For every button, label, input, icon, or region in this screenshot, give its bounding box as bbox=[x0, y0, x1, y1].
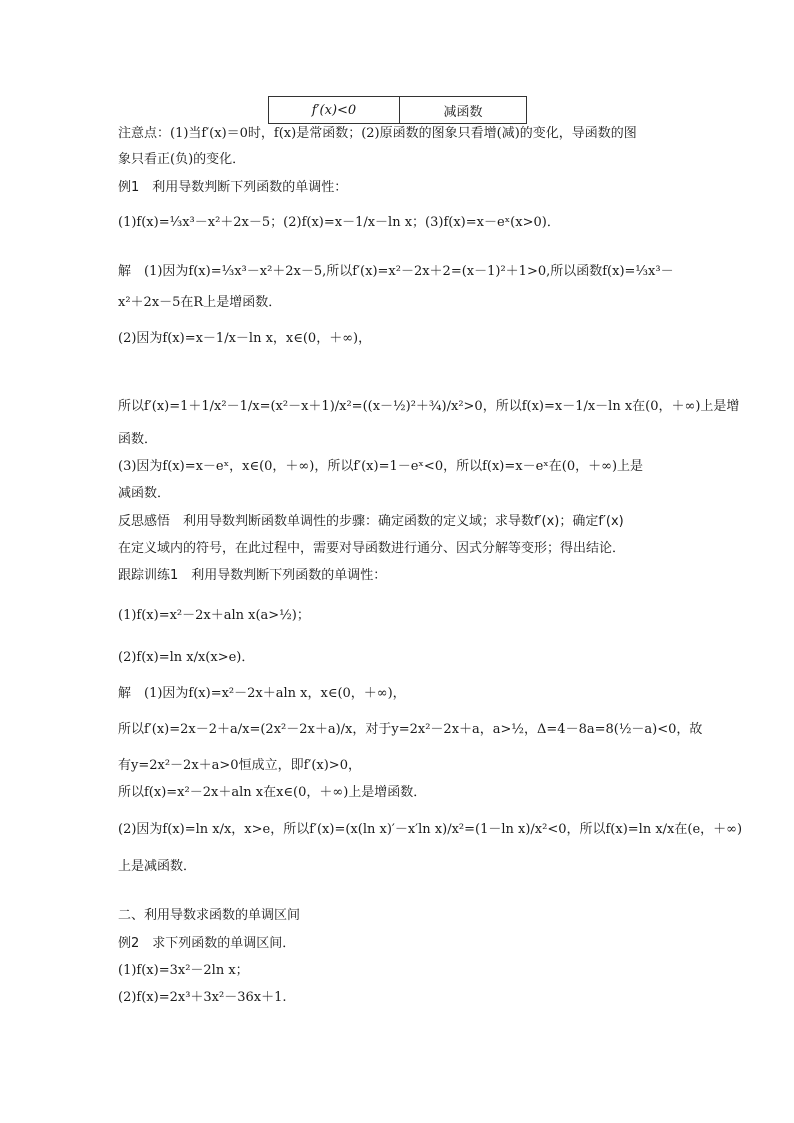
solution1-line-3: (2)因为f(x)=x－1/x－ln x，x∈(0，＋∞)， bbox=[118, 331, 372, 346]
example2-title: 例2 求下列函数的单调区间． bbox=[118, 936, 296, 951]
training1-title: 跟踪训练1 利用导数判断下列函数的单调性： bbox=[118, 568, 387, 583]
example2-problem-1: (1)f(x)=3x²－2ln x； bbox=[118, 963, 249, 978]
solution2-line-5: (2)因为f(x)=ln x/x，x>e，所以f′(x)=(x(ln x)′－x′ln x)/x²=(1－ln x)/x²<0，所以f(x)=ln x/x在(e，＋∞) bbox=[118, 822, 743, 837]
solution1-line-6: (3)因为f(x)=x－eˣ，x∈(0，＋∞)，所以f′(x)=1－eˣ<0，所以f(x)=x－eˣ在(0，＋∞)上是 bbox=[118, 459, 644, 474]
table-cell-condition: f′(x)<0 bbox=[269, 97, 400, 124]
training1-problem-1: (1)f(x)=x²－2x＋aln x(a>½)； bbox=[118, 608, 310, 623]
reflection-line-1: 反思感悟 利用导数判断函数单调性的步骤：确定函数的定义域；求导数f′(x)；确定f′(x) bbox=[118, 514, 624, 529]
table-cell-result: 减函数 bbox=[400, 97, 527, 124]
solution2-line-4: 所以f(x)=x²－2x＋aln x在x∈(0，＋∞)上是增函数． bbox=[118, 785, 427, 800]
solution1-line-5: 函数． bbox=[118, 432, 158, 447]
solution2-line-1: 解 (1)因为f(x)=x²－2x＋aln x，x∈(0，＋∞)， bbox=[118, 686, 406, 701]
solution2-line-6: 上是减函数． bbox=[118, 859, 197, 874]
solution2-line-2: 所以f′(x)=2x－2＋a/x=(2x²－2x＋a)/x，对于y=2x²－2x＋a，a>½，Δ=4－8a=8(½－a)<0，故 bbox=[118, 722, 703, 737]
example2-problem-2: (2)f(x)=2x³＋3x²－36x＋1. bbox=[118, 990, 287, 1005]
derivative-table bbox=[268, 96, 527, 124]
example1-problems: (1)f(x)=⅓x³－x²＋2x－5；(2)f(x)=x－1/x－ln x；(3)f(x)=x－eˣ(x>0)． bbox=[118, 215, 560, 230]
solution2-line-3: 有y=2x²－2x＋a>0恒成立，即f′(x)>0， bbox=[118, 758, 361, 773]
section-heading: 二、利用导数求函数的单调区间 bbox=[118, 908, 301, 923]
note-line-1: 注意点：(1)当f′(x)＝0时，f(x)是常函数；(2)原函数的图象只看增(减)的变化，导函数的图 bbox=[118, 126, 637, 141]
table-row bbox=[269, 97, 527, 124]
training1-problem-2: (2)f(x)=ln x/x(x>e)． bbox=[118, 650, 255, 665]
example1-title: 例1 利用导数判断下列函数的单调性： bbox=[118, 180, 348, 195]
solution1-line-7: 减函数． bbox=[118, 486, 171, 501]
solution1-line-1: 解 (1)因为f(x)=⅓x³－x²＋2x－5,所以f′(x)=x²－2x＋2=(x－1)²＋1>0,所以函数f(x)=⅓x³－ bbox=[118, 264, 674, 279]
note-line-2: 象只看正(负)的变化． bbox=[118, 152, 246, 167]
solution1-line-4: 所以f′(x)=1＋1/x²－1/x=(x²－x＋1)/x²=((x－½)²＋¾)/x²>0，所以f(x)=x－1/x－ln x在(0，＋∞)上是增 bbox=[118, 399, 740, 414]
reflection-line-2: 在定义域内的符号，在此过程中，需要对导函数进行通分、因式分解等变形；得出结论． bbox=[118, 541, 626, 556]
solution1-line-2: x²＋2x－5在R上是增函数． bbox=[118, 295, 282, 310]
